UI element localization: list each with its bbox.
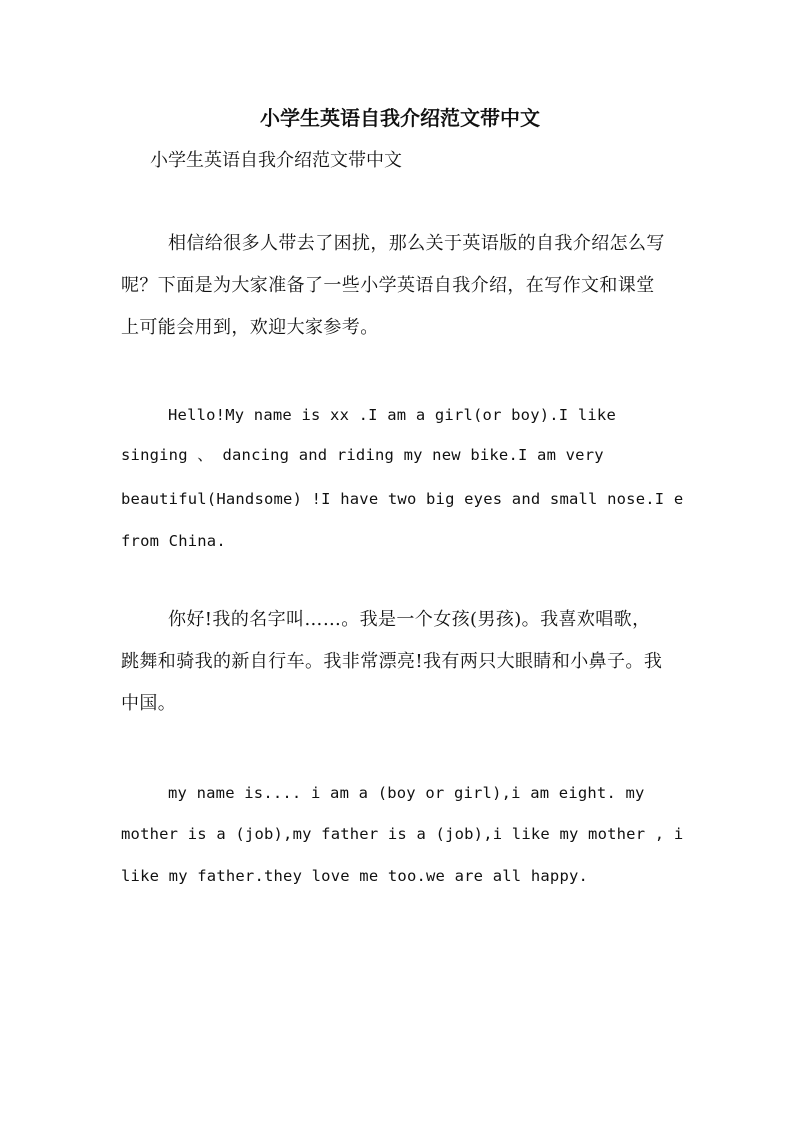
paragraph-line: singing 、 dancing and riding my new bike.I am very <box>121 446 604 464</box>
paragraph-line: from China. <box>121 532 226 550</box>
paragraph-line: 你好!我的名字叫……。我是一个女孩(男孩)。我喜欢唱歌， <box>168 609 651 630</box>
page-title: 小学生英语自我介绍范文带中文 <box>260 106 540 130</box>
page-subtitle: 小学生英语自我介绍范文带中文 <box>150 150 402 171</box>
paragraph-line: like my father.they love me too.we are all happy. <box>121 867 589 885</box>
paragraph-line: mother is a (job),my father is a (job),i like my mother , i <box>121 825 684 843</box>
paragraph-line: 跳舞和骑我的新自行车。我非常漂亮!我有两只大眼睛和小鼻子。我 <box>121 651 663 672</box>
paragraph-line: 上可能会用到，欢迎大家参考。 <box>121 317 379 338</box>
paragraph-line: Hello!My name is xx .I am a girl(or boy).I like <box>168 406 616 424</box>
paragraph-line: my name is.... i am a (boy or girl),i am eight. my <box>168 784 645 802</box>
paragraph-line: beautiful(Handsome) !I have two big eyes and small nose.I e <box>121 490 684 508</box>
paragraph-line: 呢？下面是为大家准备了一些小学英语自我介绍，在写作文和课堂 <box>121 275 655 296</box>
paragraph-line: 中国。 <box>121 693 177 714</box>
paragraph-line: 相信给很多人带去了困扰，那么关于英语版的自我介绍怎么写 <box>168 233 665 254</box>
